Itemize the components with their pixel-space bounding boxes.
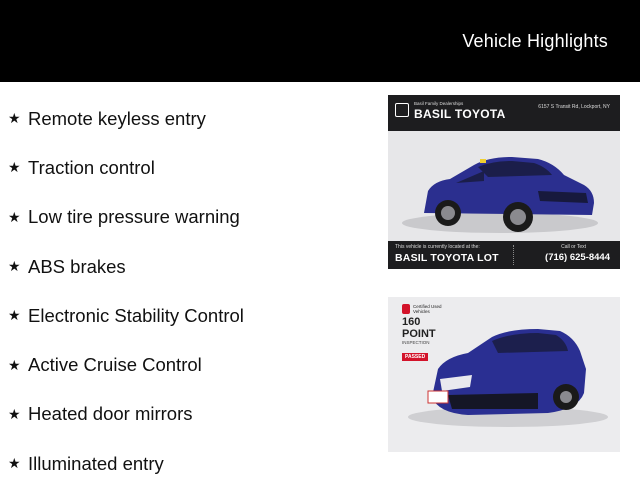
star-bullet-icon: ★ (8, 356, 21, 373)
list-item (8, 242, 378, 291)
list-item (8, 143, 378, 192)
list-item (8, 193, 378, 242)
vehicle-photo-side[interactable] (388, 95, 620, 269)
dealer-address: 6157 S Transit Rd, Lockport, NY (538, 104, 610, 110)
star-bullet-icon: ★ (8, 455, 21, 472)
dealer-header (388, 95, 620, 131)
feature-label: Heated door mirrors (28, 403, 193, 425)
list-item (8, 390, 378, 439)
badge-inspection: INSPECTION (402, 340, 430, 345)
located-text: This vehicle is currently located at the: (395, 244, 480, 250)
toyota-logo-icon (402, 304, 410, 314)
vehicle-photo-front[interactable] (388, 297, 620, 452)
list-item (8, 94, 378, 143)
dealer-logo-icon (395, 103, 409, 117)
header-bar (0, 0, 640, 82)
feature-label: Illuminated entry (28, 452, 164, 474)
certified-badge (402, 302, 450, 360)
dealer-family: Basil Family Dealerships (414, 101, 464, 106)
star-bullet-icon: ★ (8, 405, 21, 422)
dealer-phone: (716) 625-8444 (545, 252, 610, 263)
feature-label: ABS brakes (28, 255, 126, 277)
feature-label: Low tire pressure warning (28, 206, 240, 228)
feature-list (8, 94, 378, 480)
list-item (8, 340, 378, 389)
feature-label: Electronic Stability Control (28, 304, 244, 326)
feature-label: Active Cruise Control (28, 354, 202, 376)
star-bullet-icon: ★ (8, 110, 21, 127)
call-text: Call or Text (561, 244, 586, 250)
page-title: Vehicle Highlights (462, 31, 608, 51)
star-bullet-icon: ★ (8, 159, 21, 176)
badge-passed: PASSED (402, 353, 428, 361)
star-bullet-icon: ★ (8, 307, 21, 324)
badge-certified-text: Certified Used Vehicles (412, 304, 442, 314)
feature-label: Remote keyless entry (28, 107, 206, 129)
dealer-name: BASIL TOYOTA (414, 107, 506, 121)
list-item (8, 439, 378, 480)
list-item (8, 291, 378, 340)
footer-divider (513, 245, 514, 265)
star-bullet-icon: ★ (8, 258, 21, 275)
lot-name: BASIL TOYOTA LOT (395, 252, 499, 264)
dealer-footer (388, 241, 620, 269)
feature-label: Traction control (28, 156, 155, 178)
star-bullet-icon: ★ (8, 208, 21, 225)
badge-points: 160 POINT (402, 316, 436, 340)
